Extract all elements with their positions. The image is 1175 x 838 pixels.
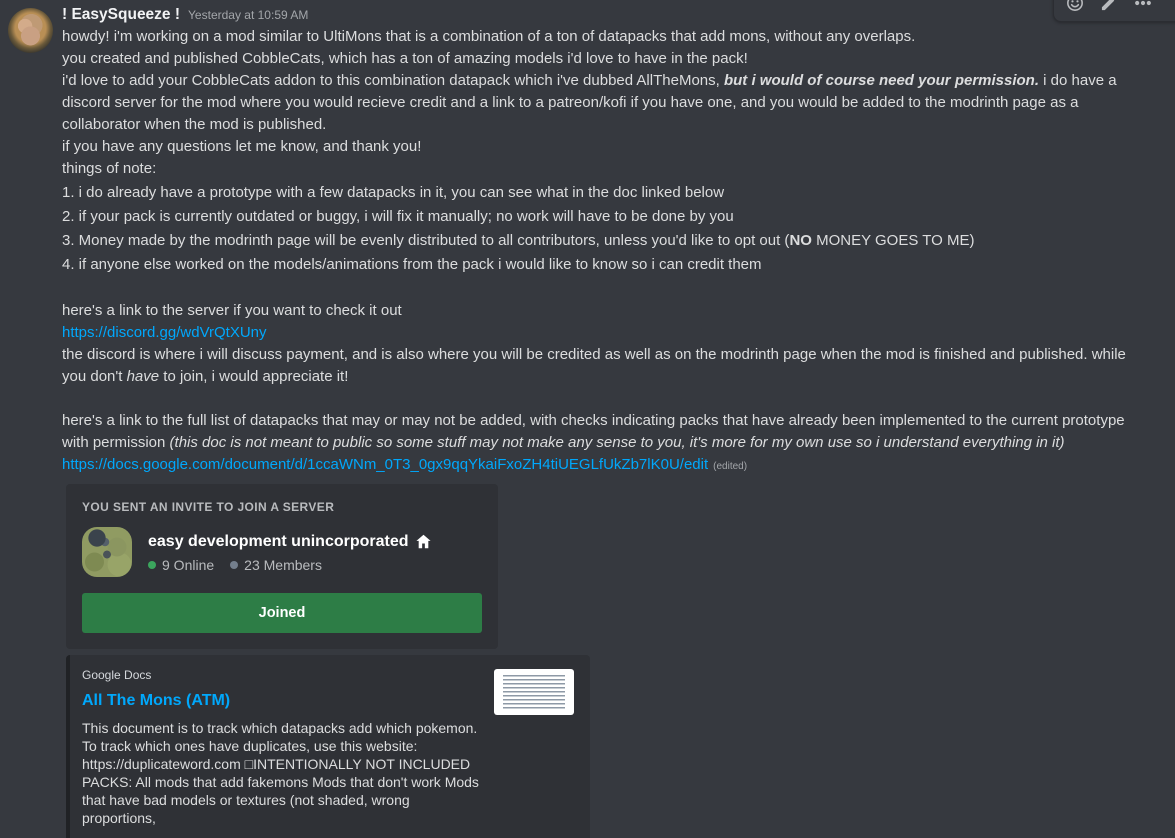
home-icon bbox=[415, 533, 432, 550]
list-item: 1. i do already have a prototype with a few datapacks in it, you can see what in the doc linked below bbox=[62, 184, 725, 201]
embed-description: This document is to track which datapacks add which pokemon. To track which ones have duplicates, use this website: https://duplicateword.com □INTENTIONALLY NOT INCLUDED PACKS: All mods that add fakemons Mods that don't work Mods that have bad models or textures (not shaded, wrong proportions, bbox=[82, 720, 479, 826]
message-header bbox=[62, 4, 1152, 26]
more-actions-icon[interactable] bbox=[1132, 0, 1154, 14]
discord-invite-link[interactable]: https://discord.gg/wdVrQtXUny bbox=[62, 324, 267, 341]
edited-badge: (edited) bbox=[713, 461, 748, 472]
text-segment: the discord is where i will discuss payment, and is also where you will be credited as well as on the modrinth page when the mod is finished and published. while you don't bbox=[62, 346, 1126, 385]
server-meta bbox=[148, 532, 482, 573]
text-segment: i do have a discord server for the mod where you would recieve credit and a link to a patreon/kofi if you have one, and you would be added to the modrinth page as a collaborator when the mod is published. bbox=[62, 72, 1117, 133]
text-segment: i'd love to add your CobbleCats addon to this combination datapack which i've dubbed AllTheMons, bbox=[62, 72, 724, 89]
italic-segment: have bbox=[126, 368, 160, 385]
list-item: 2. if your pack is currently outdated or buggy, i will fix it manually; no work will have to be done by you bbox=[62, 208, 734, 225]
server-status bbox=[148, 557, 482, 573]
message-body bbox=[62, 26, 1144, 478]
members-label: 23 Members bbox=[244, 556, 322, 573]
online-count bbox=[148, 557, 214, 573]
blank-line bbox=[62, 278, 1144, 300]
bold-segment: NO bbox=[789, 232, 812, 249]
timestamp: Yesterday at 10:59 AM bbox=[188, 8, 309, 22]
invite-server-row bbox=[82, 527, 482, 577]
username[interactable]: ! EasySqueeze ! bbox=[62, 6, 181, 23]
document-thumbnail bbox=[494, 669, 574, 715]
add-reaction-icon[interactable] bbox=[1064, 0, 1086, 14]
list-item: 4. if anyone else worked on the models/animations from the pack i would like to know so i can credit them bbox=[62, 256, 762, 273]
message-line bbox=[62, 70, 1144, 136]
server-invite-embed bbox=[66, 484, 498, 649]
embed-title-link[interactable]: All The Mons (ATM) bbox=[82, 692, 231, 709]
message-line: you created and published CobbleCats, which has a ton of amazing models i'd love to have in the pack! bbox=[62, 50, 748, 67]
text-segment: to join, i would appreciate it! bbox=[159, 368, 349, 385]
server-name-label: easy development unincorporated bbox=[148, 532, 409, 550]
text-segment: 3. Money made by the modrinth page will be evenly distributed to all contributors, unless you'd like to opt out ( bbox=[62, 232, 790, 249]
message-line bbox=[62, 410, 1144, 454]
joined-button[interactable]: Joined bbox=[82, 593, 482, 633]
edit-message-icon[interactable] bbox=[1098, 0, 1120, 14]
message-line bbox=[62, 344, 1144, 388]
blank-line bbox=[62, 388, 1144, 410]
italic-segment: (this doc is not meant to public so some stuff may not make any sense to you, it's more for my own use so i understand everything in it) bbox=[169, 434, 1065, 451]
message-line: things of note: bbox=[62, 160, 157, 177]
online-dot-icon bbox=[148, 561, 156, 569]
message-line: howdy! i'm working on a mod similar to UltiMons that is a combination of a ton of datapacks that add mons, without any overlaps. bbox=[62, 28, 916, 45]
server-icon[interactable] bbox=[82, 527, 132, 577]
member-count bbox=[230, 557, 322, 573]
google-docs-embed bbox=[66, 655, 590, 838]
online-label: 9 Online bbox=[162, 556, 215, 573]
message-actions-toolbar bbox=[1053, 0, 1175, 22]
message bbox=[62, 4, 1152, 838]
text-segment: MONEY GOES TO ME) bbox=[811, 232, 975, 249]
embed-provider: Google Docs bbox=[82, 668, 152, 682]
list-item bbox=[62, 230, 1144, 252]
google-doc-link[interactable]: https://docs.google.com/document/d/1ccaWNm_0T3_0gx9qqYkaiFxoZH4tiUEGLfUkZb7lK0U/edit bbox=[62, 456, 709, 473]
message-line: here's a link to the server if you want to check it out bbox=[62, 302, 402, 319]
message-line: if you have any questions let me know, and thank you! bbox=[62, 138, 422, 155]
avatar[interactable] bbox=[8, 8, 53, 53]
bold-italic-segment: but i would of course need your permission. bbox=[723, 72, 1040, 89]
members-dot-icon bbox=[230, 561, 238, 569]
text-segment: here's a link to the full list of datapacks that may or may not be added, with checks indicating packs that have already been implemented to the current prototype with permission bbox=[62, 412, 1125, 451]
invite-header: YOU SENT AN INVITE TO JOIN A SERVER bbox=[82, 500, 335, 514]
server-name bbox=[148, 532, 482, 552]
thumbnail-text-lines bbox=[503, 675, 565, 709]
